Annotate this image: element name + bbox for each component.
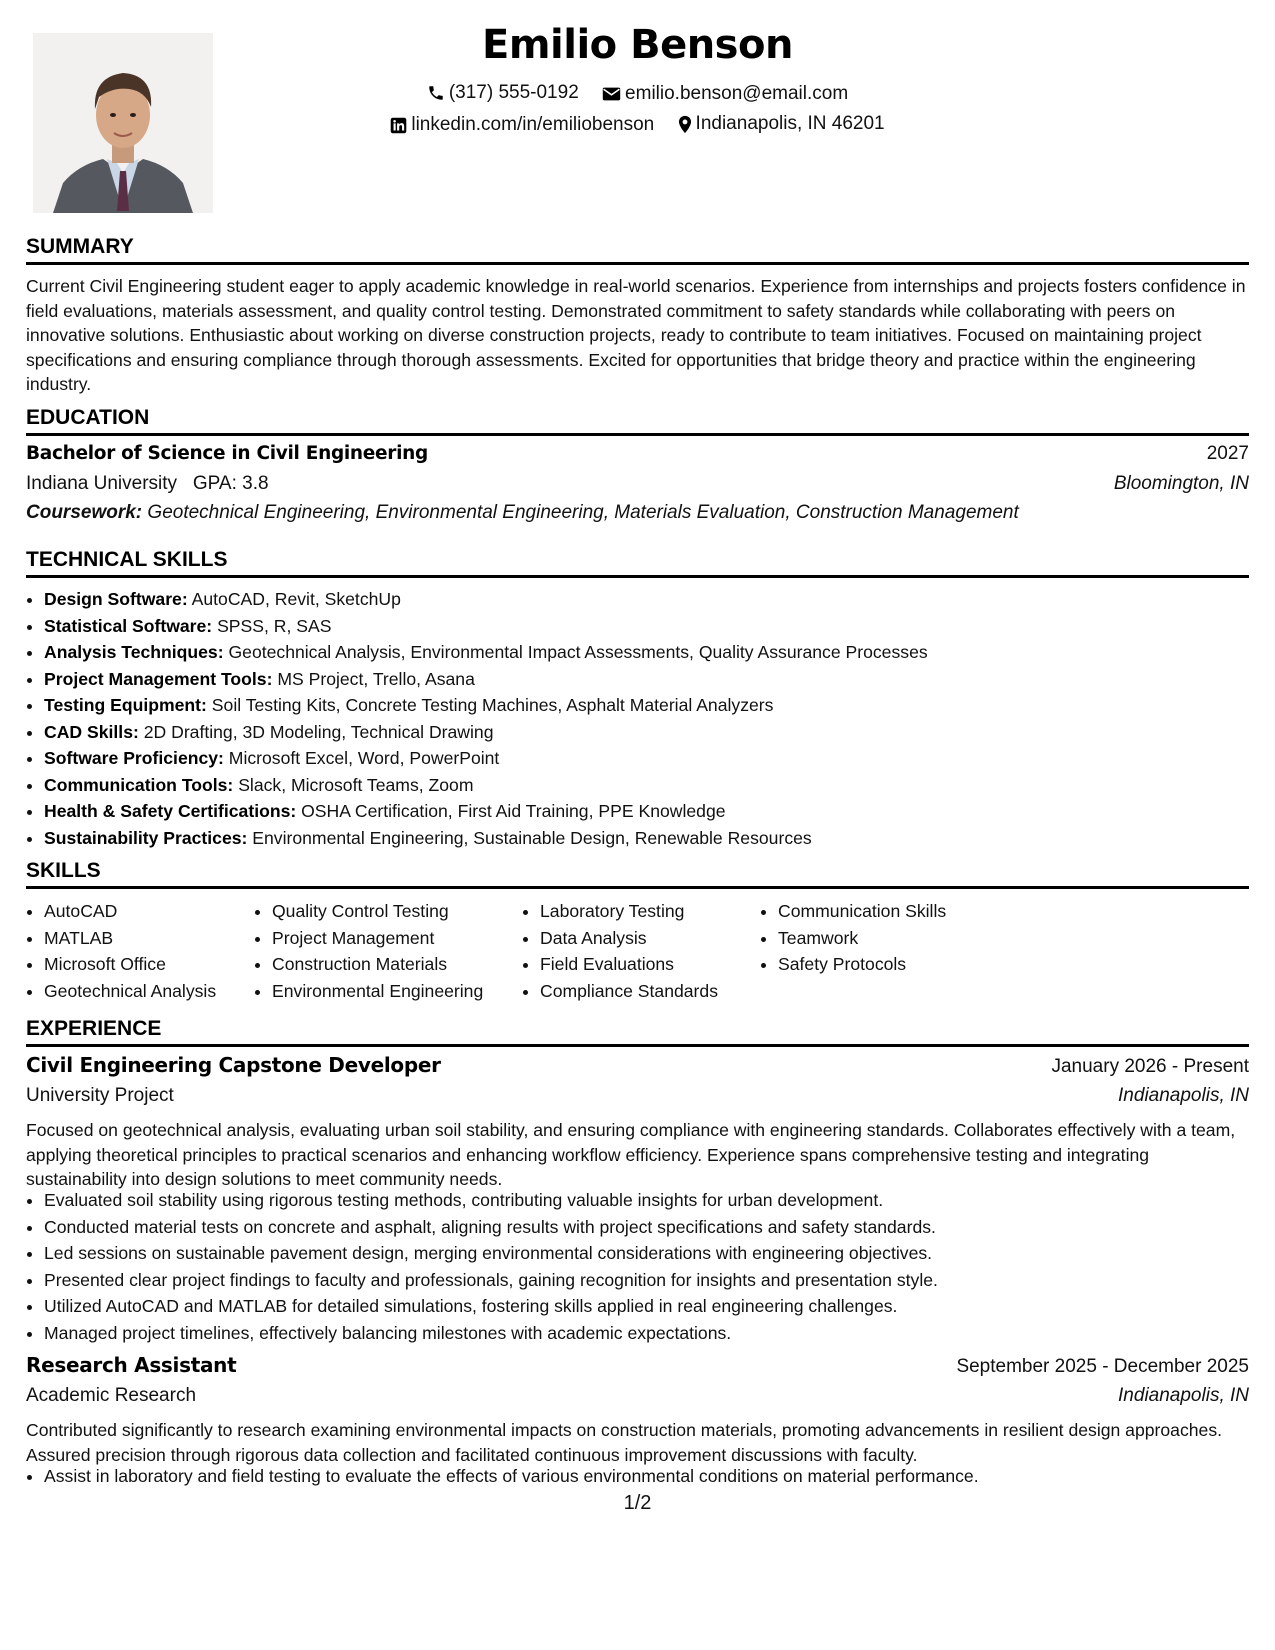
school-line [26,473,269,495]
list-item: • Statistical Software: SPSS, R, SAS [44,613,1269,640]
list-item: • Managed project timelines, effectively balancing milestones with academic expectations. [44,1320,1269,1347]
coursework-list: Geotechnical Engineering, Environmental Engineering, Materials Evaluation, Construction Management [147,502,1019,523]
graduation-year: 2027 [1206,443,1249,464]
candidate-name: Emilio Benson [482,22,793,68]
list-item: • AutoCAD [44,898,254,925]
list-item: • Utilized AutoCAD and MATLAB for detailed simulations, fostering skills applied in real engineering challenges. [44,1293,1269,1320]
linkedin-contact[interactable] [390,114,654,136]
list-item: • Sustainability Practices: Environmental Engineering, Sustainable Design, Renewable Resources [44,825,1269,852]
list-item: • Communication Skills [778,898,1008,925]
job-2-bullets [26,1463,1269,1490]
coursework-label: Coursework: [26,502,143,523]
job-1-org: University Project [26,1085,174,1106]
list-item: • Teamwork [778,925,1008,952]
job-2-description: Contributed significantly to research examining environmental impacts on construction materials, promoting advancements in resilient design approaches. Assured precision through rigorous data collection and facilitated continuous improvement discussions with faculty. [26,1420,1223,1465]
phone-icon [427,84,445,102]
envelope-icon [602,86,621,102]
school-location: Bloomington, IN [1113,473,1249,494]
map-pin-icon [678,115,692,134]
skills-column-3 [522,898,760,1004]
list-item: • Project Management Tools: MS Project, Trello, Asana [44,666,1269,693]
skills-grid [26,898,1008,1004]
list-item: • Quality Control Testing [272,898,522,925]
experience-heading: EXPERIENCE [26,1017,1249,1047]
job-1-location: Indianapolis, IN [1118,1085,1249,1106]
summary-text: Current Civil Engineering student eager to apply academic knowledge in real-world scenarios. Experience from internships and projects fosters confidence in field evaluations, materials assessment, and quality control testing. Demonstrated commitment to safety standards while collaborating with peers on innovative solutions. Enthusiastic about working on diverse construction projects, ready to contribute to team initiatives. Focused on maintaining project specifications and ensuring compliance through thorough assessments. Excited for opportunities that bridge theory and practice within the engineering industry. [26,276,1246,395]
page-number: 1/2 [623,1492,652,1514]
list-item: • Environmental Engineering [272,978,522,1005]
list-item: • Geotechnical Analysis [44,978,254,1005]
list-item: • MATLAB [44,925,254,952]
email-text: emilio.benson@email.com [625,83,849,104]
skills-column-1 [26,898,254,1004]
contact-row-1 [0,82,1275,108]
list-item: • Evaluated soil stability using rigorous testing methods, contributing valuable insights for urban development. [44,1187,1269,1214]
technical-skills-heading: TECHNICAL SKILLS [26,548,1249,578]
list-item: • Analysis Techniques: Geotechnical Analysis, Environmental Impact Assessments, Quality Assurance Processes [44,639,1269,666]
education-degree-row [26,443,1249,465]
summary-heading: SUMMARY [26,235,1249,265]
list-item: • Construction Materials [272,951,522,978]
job-2-dates: September 2025 - December 2025 [956,1356,1249,1377]
phone-contact[interactable] [427,82,579,104]
list-item: • Safety Protocols [778,951,1008,978]
list-item: • Testing Equipment: Soil Testing Kits, Concrete Testing Machines, Asphalt Material Analyzers [44,692,1269,719]
list-item: • Health & Safety Certifications: OSHA Certification, First Aid Training, PPE Knowledge [44,798,1269,825]
list-item: • Field Evaluations [540,951,760,978]
job-2-title: Research Assistant [26,1353,237,1377]
list-item: • CAD Skills: 2D Drafting, 3D Modeling, Technical Drawing [44,719,1269,746]
location-text: Indianapolis, IN 46201 [695,113,885,134]
linkedin-icon [390,117,407,134]
contact-row-2 [0,113,1275,140]
list-item: • Communication Tools: Slack, Microsoft Teams, Zoom [44,772,1269,799]
skills-column-4 [760,898,1008,1004]
list-item: • Presented clear project findings to faculty and professionals, gaining recognition for insights and presentation style. [44,1267,1269,1294]
job-2-org: Academic Research [26,1385,197,1406]
education-school-row [26,473,1249,495]
coursework-line [26,502,1019,524]
list-item: • Software Proficiency: Microsoft Excel, Word, PowerPoint [44,745,1269,772]
gpa: GPA: 3.8 [192,473,269,494]
job-1-org-row [26,1085,1249,1107]
list-item: • Data Analysis [540,925,760,952]
degree-title: Bachelor of Science in Civil Engineering [26,443,428,464]
technical-skills-list [26,586,1269,851]
linkedin-text: linkedin.com/in/emiliobenson [411,114,655,135]
list-item: • Assist in laboratory and field testing to evaluate the effects of various environmental conditions on material performance. [44,1463,1269,1490]
list-item: • Design Software: AutoCAD, Revit, SketchUp [44,586,1269,613]
job-1-title: Civil Engineering Capstone Developer [26,1053,441,1077]
skills-heading: SKILLS [26,859,1249,889]
job-1-dates: January 2026 - Present [1051,1056,1249,1077]
list-item: • Compliance Standards [540,978,760,1005]
phone-text: (317) 555-0192 [448,82,579,103]
list-item: • Led sessions on sustainable pavement design, merging environmental considerations with engineering objectives. [44,1240,1269,1267]
school-name: Indiana University [26,473,178,494]
email-contact[interactable] [602,83,848,105]
location-contact [678,113,885,135]
list-item: • Microsoft Office [44,951,254,978]
list-item: • Laboratory Testing [540,898,760,925]
coursework-row [26,502,1249,524]
job-1-bullets [26,1187,1269,1346]
education-heading: EDUCATION [26,406,1249,436]
job-2-location: Indianapolis, IN [1118,1385,1249,1406]
job-2-org-row [26,1385,1249,1407]
job-1-description: Focused on geotechnical analysis, evaluating urban soil stability, and ensuring compliance with engineering standards. Collaborates effectively with a team, applying theoretical principles to practical scenarios and enhancing workflow efficiency. Experience spans comprehensive testing and integrating sustainability into design solutions to meet community needs. [26,1120,1236,1190]
job-1-title-row [26,1053,1249,1078]
list-item: • Project Management [272,925,522,952]
skills-column-2 [254,898,522,1004]
job-2-title-row [26,1353,1249,1378]
list-item: • Conducted material tests on concrete and asphalt, aligning results with project specifications and safety standards. [44,1214,1269,1241]
